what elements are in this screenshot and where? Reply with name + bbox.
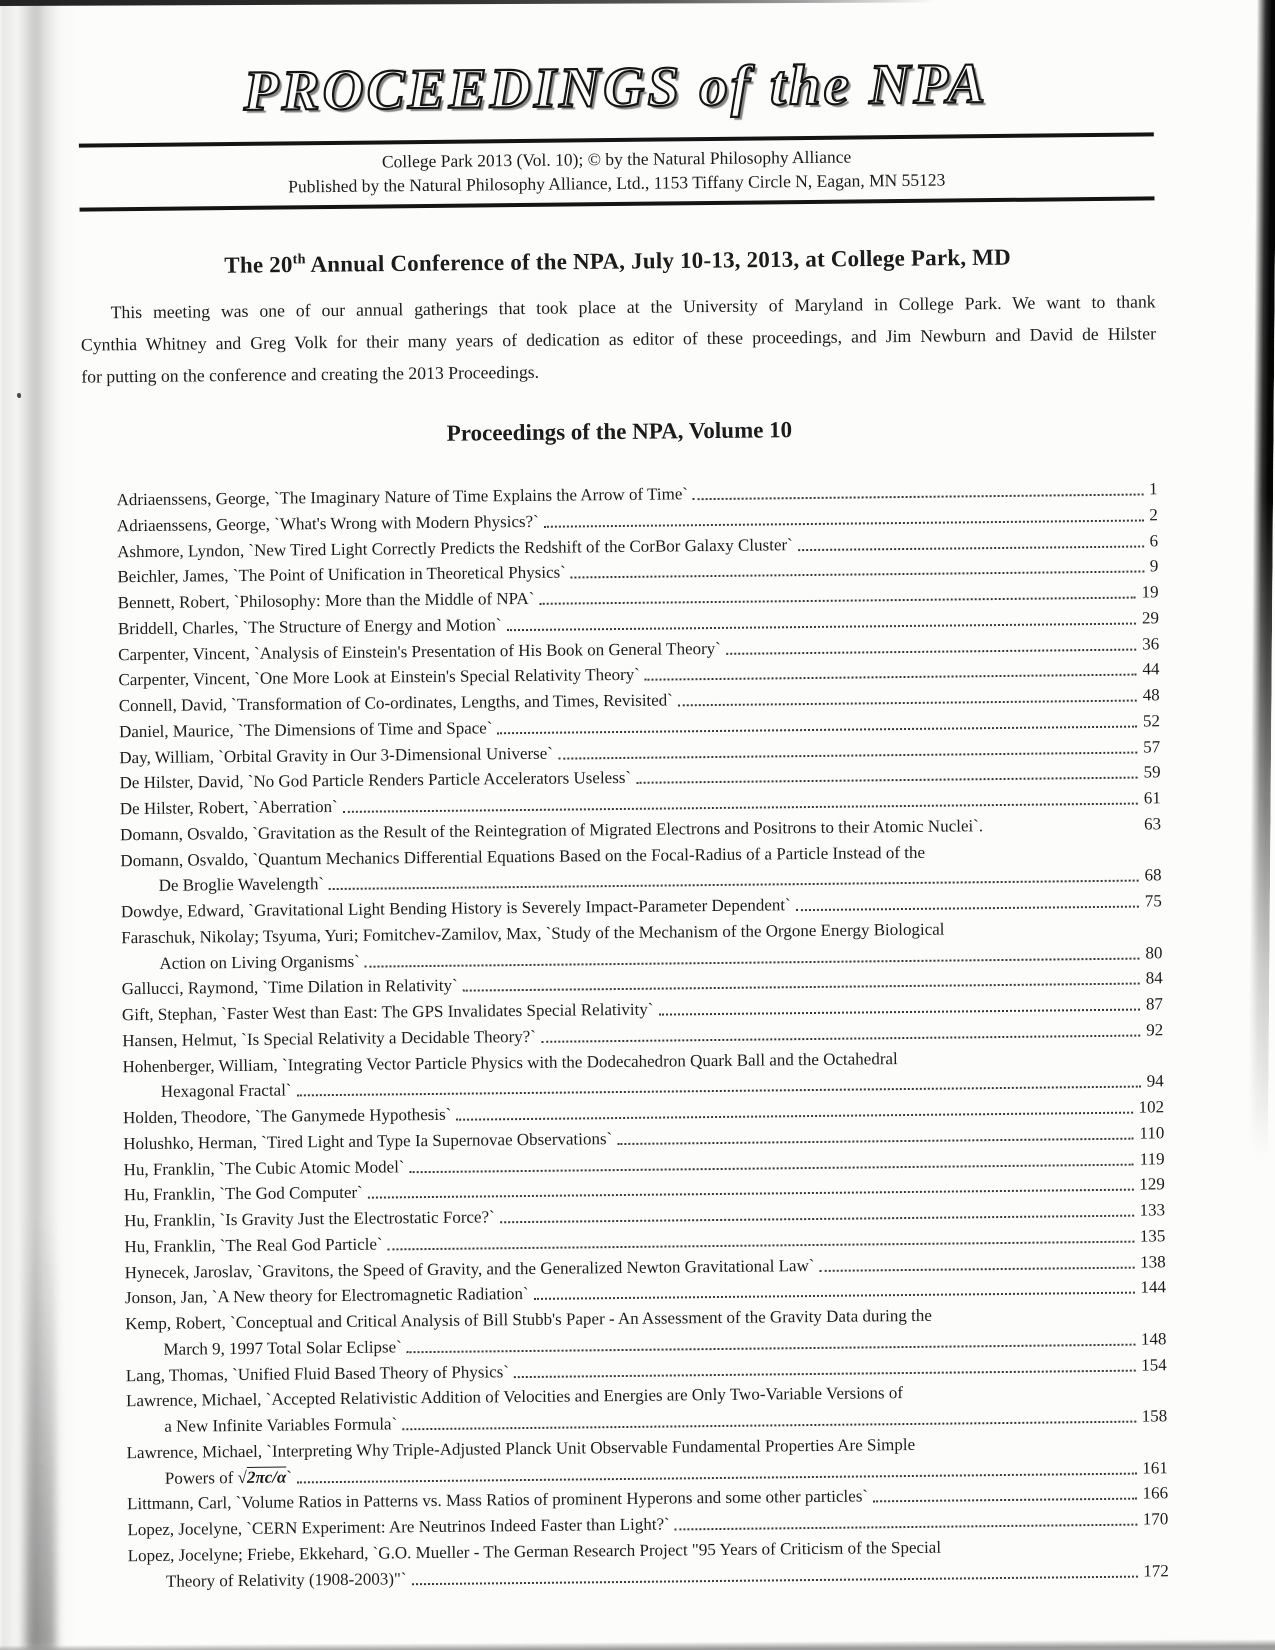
toc-entry-text: Lopez, Jocelyne, `CERN Experiment: Are Neutrinos Indeed Faster than Light?` — [127, 1514, 670, 1540]
toc-entry-text: Domann, Osvaldo, `Quantum Mechanics Differential Equations Based on the Focal-Radius of a Particle Instead of the — [120, 842, 926, 870]
toc-page-number: 44 — [1142, 659, 1160, 679]
toc-page-number: 158 — [1141, 1406, 1168, 1426]
toc-entry-text: Lawrence, Michael, `Accepted Relativistic Addition of Velocities and Energies are Only Two-Variable Versions of — [125, 1383, 904, 1411]
toc-entry-text: Hu, Franklin, `The Cubic Atomic Model` — [123, 1156, 405, 1179]
toc-entry-text: Dowdye, Edward, `Gravitational Light Bending History is Severely Impact-Parameter Dependent` — [120, 895, 791, 922]
toc-page-number: 138 — [1140, 1251, 1166, 1272]
toc-entry-text: De Broglie Wavelength` — [158, 874, 325, 896]
toc-page-number: 166 — [1142, 1483, 1169, 1503]
toc-page-number: 6 — [1149, 531, 1159, 551]
dot-leader — [820, 1266, 1135, 1271]
toc-entry-text: Briddell, Charles, `The Structure of Energy and Motion` — [117, 615, 502, 639]
toc-entry-text: Hexagonal Fractal` — [160, 1080, 292, 1102]
toc-entry-text: De Hilster, David, `No God Particle Renders Particle Accelerators Useless` — [119, 768, 632, 793]
toc-entry-text: Lopez, Jocelyne; Friebe, Ekkehard, `G.O. Mueller - The German Research Project "95 Years of Criticism of the Special — [127, 1537, 942, 1566]
toc-entry-text: Gallucci, Raymond, `Time Dilation in Relativity` — [121, 976, 458, 999]
toc-entry-text: De Hilster, Robert, `Aberration` — [119, 797, 338, 819]
toc-page-number: 110 — [1139, 1123, 1165, 1143]
toc-entry-text: Hu, Franklin, `The God Computer` — [123, 1183, 363, 1205]
toc-entry-text: Faraschuk, Nikolay; Tsyuma, Yuri; Fomitchev-Zamilov, Max, `Study of the Mechanism of the Orgone Energy Biological — [121, 919, 945, 948]
toc-page-number: 48 — [1142, 685, 1160, 705]
toc-entry-text: Day, William, `Orbital Gravity in Our 3-Dimensional Universe` — [119, 743, 554, 767]
toc-page-number: 61 — [1143, 788, 1161, 808]
conference-heading-pre: The 20 — [224, 252, 293, 278]
masthead-title: PROCEEDINGS of the NPA — [243, 52, 989, 123]
toc-page-number: 52 — [1142, 711, 1161, 731]
toc-entry-text: Kemp, Robert, `Conceptual and Critical Analysis of Bill Stubb's Paper - An Assessment of the Gravity Data during the — [125, 1305, 932, 1334]
toc-entry-text: a New Infinite Variables Formula` — [164, 1414, 398, 1436]
conference-heading-post: Annual Conference of the NPA, July 10-13, 2013, at College Park, MD — [305, 244, 1012, 278]
masthead-subtitle-line1: College Park 2013 (Vol. 10); © by the Natural Philosophy Alliance — [381, 146, 852, 172]
toc-entry-text: Hohenberger, William, `Integrating Vector Particle Physics with the Dodecahedron Quark Ball and the Octahedral — [122, 1048, 898, 1076]
toc-entry-text: Carpenter, Vincent, `One More Look at Einstein's Special Relativity Theory` — [118, 665, 641, 690]
toc-entry-text: Lawrence, Michael, `Interpreting Why Triple-Adjusted Planck Unit Observable Fundamental Properties Are Simple — [126, 1434, 916, 1463]
toc-entry-text: Hansen, Helmut, `Is Special Relativity a Decidable Theory?` — [122, 1026, 537, 1051]
toc-entry-text: Lang, Thomas, `Unified Fluid Based Theory of Physics` — [125, 1361, 510, 1385]
toc-entry-text: Hynecek, Jaroslav, `Gravitons, the Speed of Gravity, and the Generalized Newton Gravitational Law` — [124, 1255, 815, 1282]
toc-page-number: 94 — [1146, 1071, 1164, 1091]
toc-entry-text: Hu, Franklin, `Is Gravity Just the Electrostatic Force?` — [124, 1207, 495, 1231]
toc-page-number: 75 — [1144, 891, 1162, 911]
toc-page-number: 161 — [1142, 1457, 1168, 1478]
dot-leader — [873, 1498, 1137, 1503]
toc-entry-text: Bennett, Robert, `Philosophy: More than the Middle of NPA` — [117, 589, 535, 613]
dot-leader — [796, 906, 1139, 912]
toc-entry-text: Gift, Stephan, `Faster West than East: The GPS Invalidates Special Relativity` — [121, 999, 654, 1025]
toc-page-number: 36 — [1142, 634, 1160, 654]
toc-page-number: 57 — [1143, 737, 1161, 757]
toc-page-number: 154 — [1141, 1354, 1167, 1375]
scan-edge-top — [0, 0, 965, 6]
formula: √2πc/α — [237, 1467, 287, 1487]
toc-entry-text: Hu, Franklin, `The Real God Particle` — [124, 1234, 383, 1257]
toc-page-number: 170 — [1142, 1509, 1169, 1529]
toc-entry-text: Holden, Theodore, `The Ganymede Hypothesis` — [122, 1104, 452, 1128]
intro-line-2: Cynthia Whitney and Greg Volk for their many years of dedication as editor of these proceedings, and Jim Newburn and David de Hilster — [80, 323, 1157, 355]
toc-entry-text: Ashmore, Lyndon, `New Tired Light Correctly Predicts the Redshift of the CorBor Galaxy Cluster` — [117, 534, 793, 561]
toc-entry-text: Adriaenssens, George, `What's Wrong with Modern Physics?` — [116, 511, 539, 536]
toc-entry-text: Theory of Relativity (1908-2003)"` — [165, 1568, 407, 1591]
toc-entry-text: March 9, 1997 Total Solar Eclipse` — [163, 1337, 402, 1359]
intro-line-1: This meeting was one of our annual gatherings that took place at the University of Maryland in College Park. We want to thank — [110, 291, 1156, 323]
toc-entry-text: Beichler, James, `The Point of Unification in Theoretical Physics` — [117, 562, 566, 587]
toc-entry-text: Domann, Osvaldo, `Gravitation as the Result of the Reintegration of Migrated Electrons and Positrons to their Atomic Nuclei`. — [120, 816, 984, 845]
toc-page-number: 59 — [1143, 762, 1161, 782]
toc-page-number: 1 — [1148, 479, 1158, 499]
scan-shadow-left — [0, 0, 78, 1650]
masthead-subtitle-line2: Published by the Natural Philosophy Alliance, Ltd., 1153 Tiffany Circle N, Eagan, MN 55123 — [288, 169, 946, 197]
toc-page-number: 119 — [1139, 1148, 1165, 1169]
toc-list — [82, 474, 1169, 1592]
dot-leader — [798, 545, 1144, 551]
toc-page-number: 68 — [1144, 865, 1162, 885]
conference-heading — [80, 242, 1155, 280]
toc-page-number: 87 — [1145, 994, 1164, 1014]
scan-speck — [17, 393, 21, 398]
scan-edge-right — [1247, 0, 1275, 1244]
toc-entry-text: Daniel, Maurice, `The Dimensions of Time and Space` — [118, 718, 493, 742]
toc-entry-text: Carpenter, Vincent, `Analysis of Einstein's Presentation of His Book on General Theory` — [118, 638, 721, 664]
toc-page-number: 9 — [1149, 556, 1159, 576]
toc-entry-text: Littmann, Carl, `Volume Ratios in Patterns vs. Mass Ratios of prominent Hyperons and some other particles` — [127, 1486, 869, 1514]
toc-entry-text: Adriaenssens, George, `The Imaginary Nature of Time Explains the Arrow of Time` — [116, 484, 689, 510]
toc-page-number: 172 — [1143, 1560, 1169, 1581]
dot-leader — [412, 1575, 1138, 1585]
dot-leader — [726, 648, 1136, 654]
masthead-rule-block — [79, 132, 1155, 212]
intro-paragraph — [80, 285, 1156, 393]
toc-page-number: 84 — [1145, 968, 1163, 988]
toc-entry-text: Action on Living Organisms` — [159, 951, 360, 973]
intro-line-3: for putting on the conference and creating the 2013 Proceedings. — [81, 362, 540, 387]
toc-page-number: 144 — [1140, 1277, 1167, 1298]
toc-page-number: 63 — [1143, 814, 1162, 834]
page-content — [78, 52, 1169, 1592]
toc-page-number: 19 — [1141, 582, 1159, 602]
toc-entry-text: Holushko, Herman, `Tired Light and Type Ia Supernovae Observations` — [123, 1129, 613, 1154]
toc-page-number: 92 — [1146, 1020, 1164, 1040]
toc-page-number: 129 — [1139, 1174, 1165, 1195]
toc-entry-text: Jonson, Jan, `A New theory for Electromagnetic Radiation` — [124, 1284, 529, 1308]
toc-page-number: 29 — [1141, 608, 1159, 628]
toc-page-number: 2 — [1149, 505, 1158, 525]
toc-entry-text: Powers of √2πc/α` — [164, 1467, 293, 1488]
toc-page-number: 133 — [1139, 1200, 1166, 1220]
toc-page-number: 102 — [1138, 1097, 1165, 1117]
toc-page-number: 80 — [1145, 943, 1163, 963]
conference-heading-ordinal: th — [292, 251, 306, 268]
toc-page-number: 135 — [1139, 1226, 1166, 1246]
toc-heading: Proceedings of the NPA, Volume 10 — [446, 417, 793, 447]
scan-edge-bottom — [0, 1639, 1275, 1650]
toc-page-number: 148 — [1140, 1329, 1167, 1349]
toc-entry-text: Connell, David, `Transformation of Co-ordinates, Lengths, and Times, Revisited` — [118, 690, 674, 716]
